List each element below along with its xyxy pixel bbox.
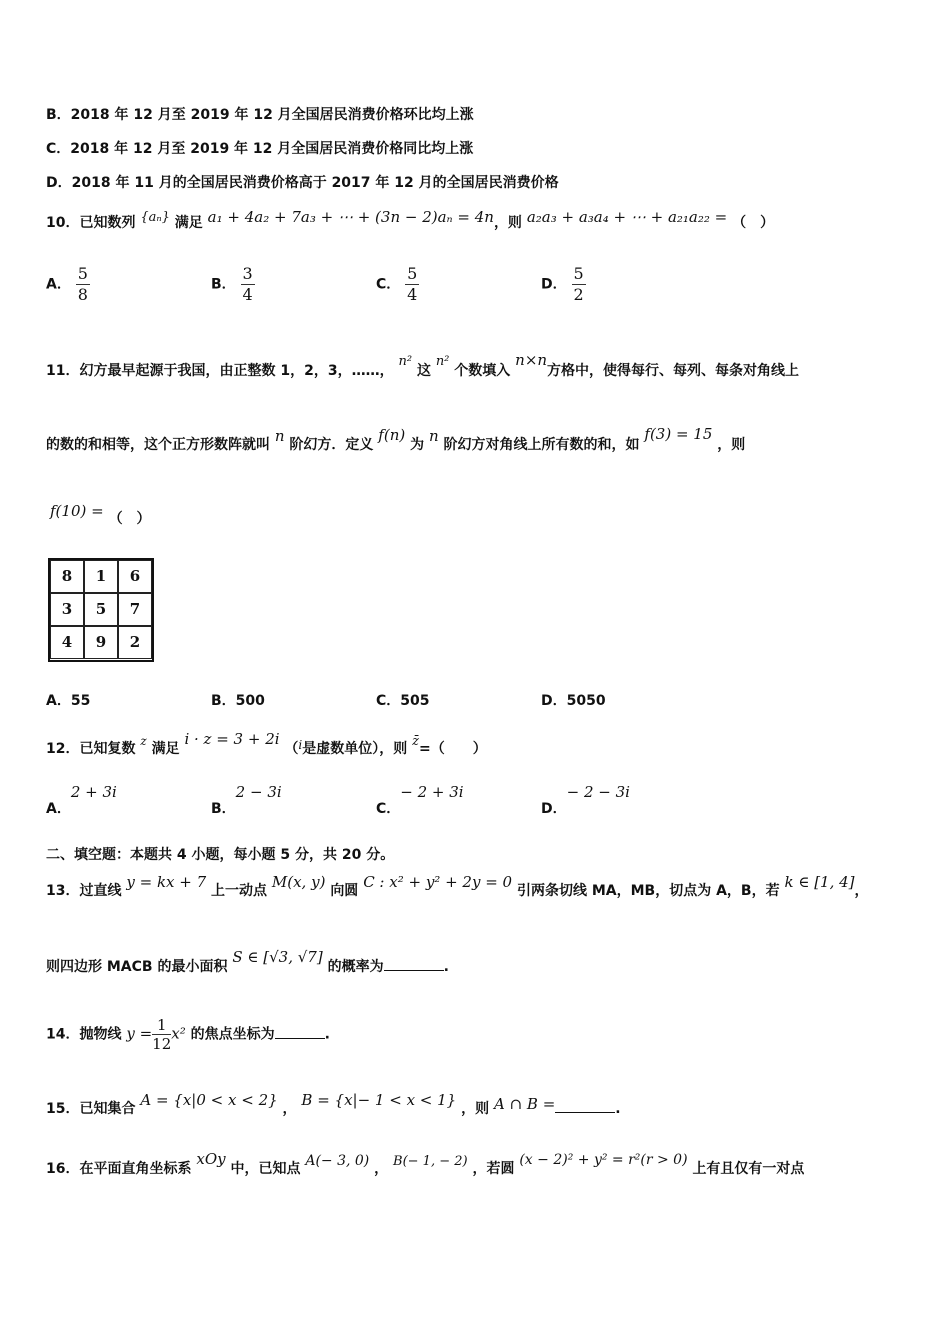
q13-answer-blank	[384, 958, 444, 971]
q9-option-d: D．2018 年 11 月的全国居民消费价格高于 2017 年 12 月的全国居民消费价格	[46, 175, 559, 191]
q11-text-8: 阶幻方对角线上所有数的和，如	[443, 437, 640, 453]
q12-text-4: 是虚数单位），则	[302, 741, 408, 757]
magic-square-cell: 8	[50, 560, 84, 593]
q11-stem-line-3	[50, 502, 151, 528]
q11-text-9: ，则	[717, 437, 746, 453]
q12-option-a-value: 2 + 3i	[70, 783, 117, 801]
q13-stem-line-1	[46, 873, 869, 900]
q14-text-2: 的焦点坐标为	[190, 1026, 275, 1043]
q13-line: y = kx + 7	[126, 873, 207, 891]
q15-intersection: A ∩ B =	[493, 1095, 556, 1113]
magic-square-cell: 7	[118, 593, 152, 626]
q13-stem-line-2	[46, 948, 449, 976]
q16-xoy: xOy	[196, 1150, 226, 1168]
q11-n: n	[274, 427, 285, 445]
q14-stem	[46, 1016, 330, 1053]
q12-i: i	[298, 738, 303, 752]
q16-circle: (x − 2)² + y² = r²(r > 0)	[519, 1152, 688, 1168]
q11-stem-line-1	[46, 351, 800, 380]
q12-stem	[46, 730, 487, 758]
q13-text-2: 上一动点	[211, 883, 268, 899]
q11-option-c: C．505	[376, 693, 430, 709]
q10-option-a	[46, 264, 90, 305]
q16-text-1: 16．在平面直角坐标系	[46, 1161, 192, 1177]
q10-option-a-fraction	[76, 264, 90, 305]
q12-text-2: 满足	[151, 741, 180, 757]
q15-text-2: ，则	[461, 1101, 490, 1117]
q11-text-2: 这	[416, 363, 431, 379]
q10-option-c-fraction	[405, 264, 419, 305]
q10-label: 10．已知数列	[46, 215, 136, 231]
q11-n-squared-b: n²	[435, 354, 450, 369]
magic-square-cell: 1	[84, 560, 118, 593]
q10-condition: a₁ + 4a₂ + 7a₃ + ⋯ + (3n − 2)aₙ = 4n	[207, 208, 494, 226]
q10-expression: a₂a₃ + a₃a₄ + ⋯ + a₂₁a₂₂ =	[526, 208, 728, 226]
q13-text-6: 则四边形 MACB 的最小面积	[46, 959, 228, 975]
q12-option-b-label: B．	[211, 801, 236, 817]
q12-option-d-value: − 2 − 3i	[566, 783, 630, 801]
magic-square-cell: 3	[50, 593, 84, 626]
magic-square-grid	[48, 558, 154, 662]
q11-n-by-n: n×n	[515, 351, 548, 369]
q14-fraction	[152, 1016, 171, 1053]
section-2-heading: 二、填空题：本题共 4 小题，每小题 5 分，共 20 分。	[46, 847, 395, 863]
q10-option-b	[211, 264, 255, 305]
q12-option-a	[46, 782, 117, 817]
q9-option-c: C．2018 年 12 月至 2019 年 12 月全国居民消费价格同比均上涨	[46, 141, 474, 157]
q16-stem	[46, 1150, 805, 1178]
q13-text-1: 13．过直线	[46, 883, 122, 899]
magic-square-cell: 4	[50, 626, 84, 659]
q12-option-b	[211, 782, 282, 817]
q12-z: z	[140, 734, 147, 748]
q12-text-3: （	[284, 741, 299, 757]
q11-text-7: 为	[410, 437, 425, 453]
q10-option-b-label: B．	[211, 276, 236, 293]
q13-text-4: 引两条切线 MA，MB，切点为 A，B，若	[516, 883, 780, 899]
q11-option-b: B．500	[211, 693, 265, 709]
q12-text-1: 12．已知复数	[46, 741, 136, 757]
q11-text-5: 的数的和相等，这个正方形数阵就叫	[46, 437, 270, 453]
q16-point-b: B(− 1, − 2)	[393, 1154, 468, 1169]
q12-option-c	[376, 782, 464, 817]
q11-n-squared-a: n²	[398, 354, 413, 369]
magic-square-cell: 9	[84, 626, 118, 659]
q11-text-6: 阶幻方．定义	[289, 437, 374, 453]
q11-stem-line-2	[46, 425, 746, 454]
q10-text-2: ，则	[493, 215, 522, 231]
q16-text-2: 中，已知点	[230, 1161, 301, 1177]
q10-option-d-label: D．	[541, 276, 567, 293]
q15-text-1: 15．已知集合	[46, 1101, 136, 1117]
q10-option-b-den: 4	[242, 285, 253, 304]
q11-text-3: 个数填入	[454, 363, 511, 379]
q14-answer-blank	[275, 1026, 325, 1039]
q16-point-a: A(− 3, 0)	[305, 1153, 370, 1169]
q15-stem	[46, 1091, 621, 1118]
q15-set-b: B = {x|− 1 < x < 1}	[301, 1091, 457, 1109]
q12-option-c-label: C．	[376, 801, 401, 817]
q10-option-b-fraction	[241, 264, 255, 305]
q11-text-4: 方格中，使得每行、每列、每条对角线上	[547, 363, 800, 379]
q16-text-4: 上有且仅有一对点	[692, 1161, 805, 1177]
magic-square-cell: 2	[118, 626, 152, 659]
q10-option-c	[376, 264, 419, 305]
q10-option-d-fraction	[572, 264, 586, 305]
q10-option-d	[541, 264, 586, 305]
q15-answer-blank	[555, 1100, 615, 1113]
q11-option-d: D．5050	[541, 693, 606, 709]
q11-option-a: A．55	[46, 693, 91, 709]
magic-square-cell: 6	[118, 560, 152, 593]
q12-option-c-value: − 2 + 3i	[400, 783, 464, 801]
q15-set-a: A = {x|0 < x < 2}	[140, 1091, 278, 1109]
q10-option-c-den: 4	[407, 285, 418, 304]
q10-option-b-num: 3	[242, 264, 253, 283]
q14-numerator: 1	[152, 1016, 171, 1035]
q12-option-d-label: D．	[541, 801, 567, 817]
q11-paren: （ ）	[108, 511, 151, 527]
q14-lhs: y =	[126, 1024, 153, 1043]
q10-option-c-label: C．	[376, 276, 401, 293]
q14-text-1: 14．抛物线	[46, 1026, 122, 1043]
q13-text-3: 向圆	[330, 883, 359, 899]
q11-f3: f(3) = 15	[644, 425, 713, 443]
q12-condition: i · z = 3 + 2i	[184, 730, 280, 748]
q12-text-5: =（ ）	[419, 741, 487, 757]
q15-comma: ，	[282, 1101, 297, 1117]
q10-sequence: {aₙ}	[140, 210, 170, 225]
q12-option-d	[541, 782, 630, 817]
q10-text-1: 满足	[174, 215, 203, 231]
q10-option-d-num: 5	[573, 264, 584, 283]
q10-option-a-num: 5	[77, 264, 88, 283]
q16-text-3: ，若圆	[472, 1161, 515, 1177]
q10-option-c-num: 5	[407, 264, 418, 283]
q10-stem	[46, 208, 775, 232]
q14-text-3: .	[324, 1026, 330, 1043]
q12-option-b-value: 2 − 3i	[235, 783, 282, 801]
q11-n-2: n	[428, 427, 439, 445]
magic-square-cell: 5	[84, 593, 118, 626]
q13-s-range: S ∈ [√3, √7]	[232, 948, 323, 966]
q13-text-5: ，	[854, 883, 869, 899]
q11-f10: f(10) =	[50, 502, 104, 520]
q14-denominator: 12	[152, 1035, 172, 1053]
q13-text-7: 的概率为	[327, 959, 384, 975]
q12-zbar: z̄	[412, 734, 419, 749]
q13-text-8: .	[443, 959, 449, 975]
q10-paren: （ ）	[732, 215, 775, 231]
q10-option-a-den: 8	[77, 285, 88, 304]
q13-k-range: k ∈ [1, 4]	[784, 873, 855, 891]
q14-rhs: x²	[171, 1024, 186, 1043]
q10-option-d-den: 2	[573, 285, 584, 304]
q9-option-b: B．2018 年 12 月至 2019 年 12 月全国居民消费价格环比均上涨	[46, 107, 474, 123]
q11-text-1: 11．幻方最早起源于我国，由正整数 1，2，3，……，	[46, 363, 394, 379]
q16-comma: ，	[374, 1161, 389, 1177]
q10-option-a-label: A．	[46, 276, 71, 293]
q13-circle: C : x² + y² + 2y = 0	[363, 873, 513, 891]
q13-point-m: M(x, y)	[271, 873, 326, 891]
q12-option-a-label: A．	[46, 801, 71, 817]
q15-text-3: .	[615, 1101, 621, 1117]
q11-fn: f(n)	[378, 426, 406, 444]
